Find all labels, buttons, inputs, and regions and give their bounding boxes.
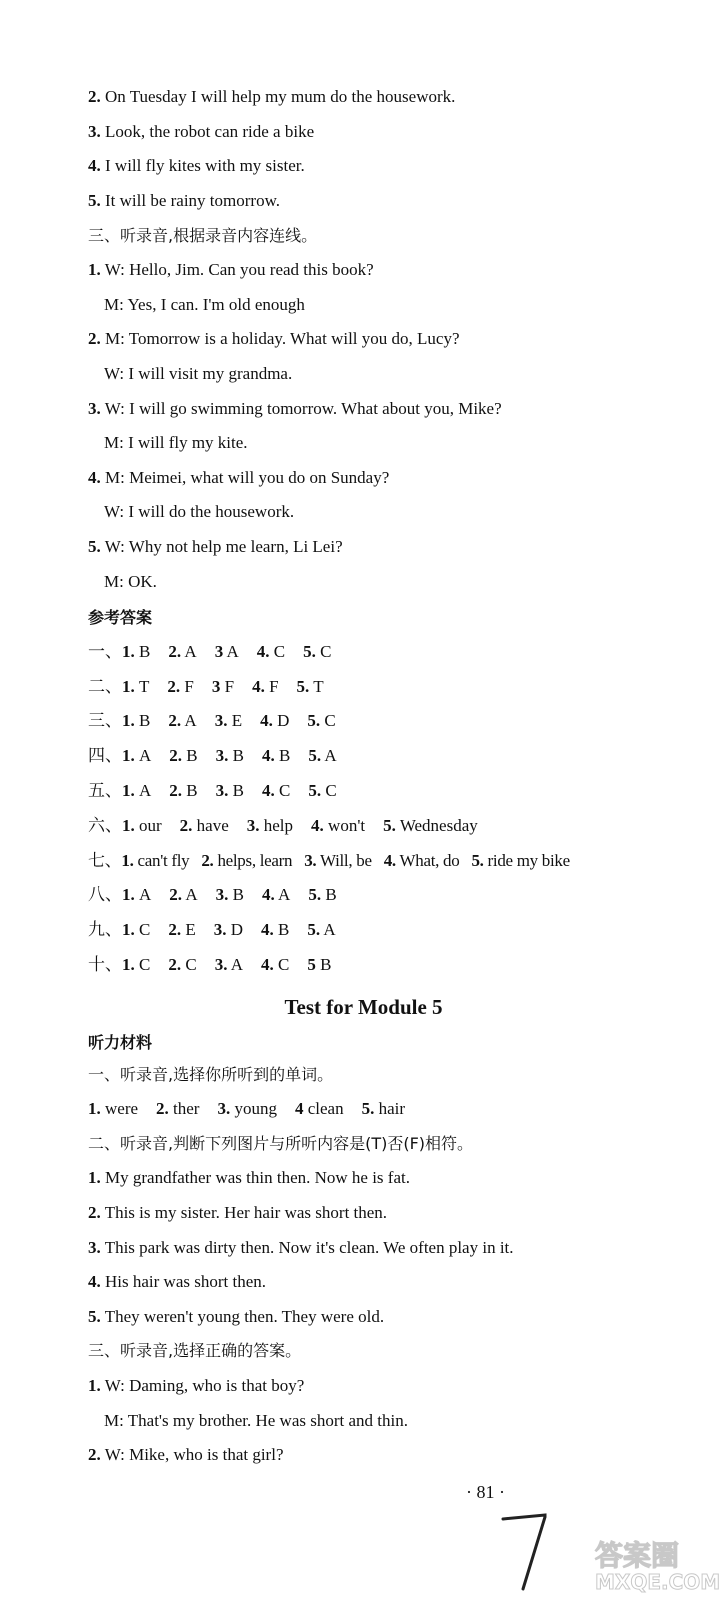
dialog-line: 5. W: Why not help me learn, Li Lei? <box>88 537 343 556</box>
answers-heading: 参考答案 <box>88 608 153 627</box>
text-line: 3. Look, the robot can ride a bike <box>88 122 315 141</box>
text-line: 4. I will fly kites with my sister. <box>88 156 305 175</box>
text-line: 4. His hair was short then. <box>88 1272 267 1291</box>
section-title: 三、听录音,根据录音内容连线。 <box>88 226 318 245</box>
svg-text:MXQE.COM: MXQE.COM <box>595 1570 721 1594</box>
dialog-line: M: I will fly my kite. <box>104 433 248 452</box>
answer-row: 十、1. C 2. C 3. A 4. C 5 B <box>88 955 332 975</box>
answer-row: 八、1. A 2. A 3. B 4. A 5. B <box>88 885 337 905</box>
text-line: 5. They weren't young then. They were old. <box>88 1307 385 1326</box>
dialog-line: 1. W: Hello, Jim. Can you read this book? <box>88 260 374 279</box>
svg-text:答案圈: 答案圈 <box>595 1539 680 1572</box>
answer-row: 七、1. can't fly 2. helps, learn 3. Will, be 4. What, do 5. ride my bike <box>88 851 570 871</box>
text-line: 2. This is my sister. Her hair was short then. <box>88 1203 388 1222</box>
dialog-line: M: OK. <box>104 572 157 591</box>
dialog-line: W: I will do the housework. <box>104 502 295 521</box>
module-title: Test for Module 5 <box>284 995 443 1019</box>
listening-heading: 听力材料 <box>88 1033 153 1052</box>
dialog-line: W: I will visit my grandma. <box>104 364 293 383</box>
dialog-line: 4. M: Meimei, what will you do on Sunday? <box>88 468 390 487</box>
answer-row: 九、1. C 2. E 3. D 4. B 5. A <box>88 920 336 940</box>
watermark-logo <box>555 1535 725 1595</box>
answer-row: 一、1. B 2. A 3 A 4. C 5. C <box>88 642 332 662</box>
answer-row: 五、1. A 2. B 3. B 4. C 5. C <box>88 781 337 801</box>
answer-row: 六、1. our 2. have 3. help 4. won't 5. Wednesday <box>88 816 478 836</box>
answer-row: 四、1. A 2. B 3. B 4. B 5. A <box>88 746 337 766</box>
answer-row: 二、1. T 2. F 3 F 4. F 5. T <box>88 677 324 697</box>
word-options: 1. were 2. ther 3. young 4 clean 5. hair <box>88 1099 406 1118</box>
dialog-line: 3. W: I will go swimming tomorrow. What about you, Mike? <box>88 399 502 418</box>
text-line: 3. This park was dirty then. Now it's clean. We often play in it. <box>88 1238 514 1257</box>
dialog-line: 1. W: Daming, who is that boy? <box>88 1376 305 1395</box>
dialog-line: M: Yes, I can. I'm old enough <box>104 295 305 314</box>
section-title: 一、听录音,选择你所听到的单词。 <box>88 1065 334 1084</box>
dialog-line: 2. M: Tomorrow is a holiday. What will you do, Lucy? <box>88 329 460 348</box>
text-line: 2. On Tuesday I will help my mum do the housework. <box>88 87 456 106</box>
section-title: 二、听录音,判断下列图片与所听内容是(T)否(F)相符。 <box>88 1134 474 1153</box>
page-number: · 81 · <box>466 1482 505 1502</box>
dialog-line: 2. W: Mike, who is that girl? <box>88 1445 284 1464</box>
text-line: 1. My grandfather was thin then. Now he is fat. <box>88 1168 410 1187</box>
text-line: 5. It will be rainy tomorrow. <box>88 191 280 210</box>
answer-row: 三、1. B 2. A 3. E 4. D 5. C <box>88 711 336 731</box>
section-title: 三、听录音,选择正确的答案。 <box>88 1341 302 1360</box>
dialog-line: M: That's my brother. He was short and thin. <box>104 1411 408 1430</box>
